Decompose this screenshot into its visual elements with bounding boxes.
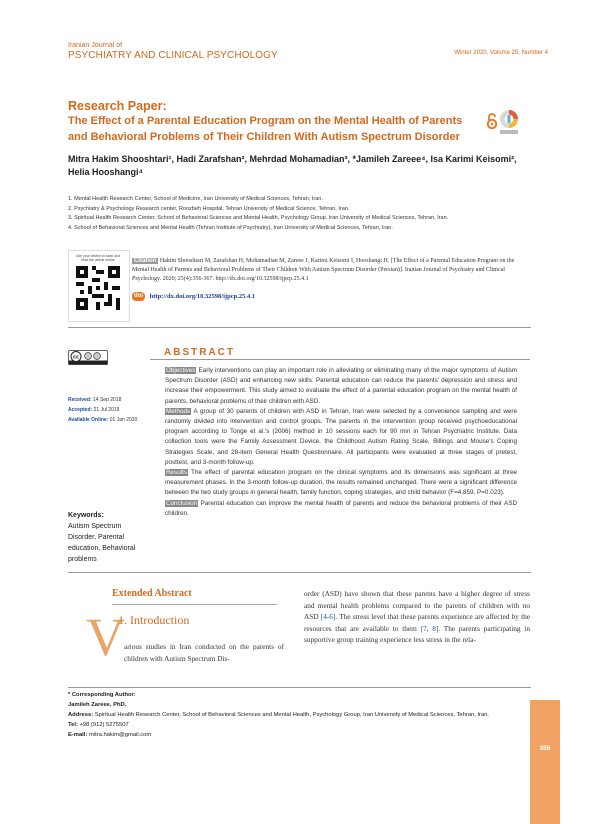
objectives-text: Early interventions can play an important role in alleviating or eliminating many of the major symptoms of Autism Spectrum Disorder (ASD) and enhancing new skills. Parental education can reduce the parents' depression and stress and increase their empowerment. This study aimed to evaluate the effect of a parental education program on the mental health of parents, behavioral problems of their children with ASD.: [165, 367, 517, 405]
cc-license-icon[interactable]: [68, 350, 108, 365]
tel-label: Tel:: [68, 722, 78, 728]
keywords: [68, 510, 148, 565]
accepted-label: Accepted:: [68, 407, 93, 413]
article-dates: [68, 395, 137, 425]
results-label: Results: [166, 469, 187, 477]
issue-info: Winter 2020, Volume 25, Number 4: [454, 50, 548, 56]
open-access-icon: [486, 112, 498, 130]
keywords-text: Autism Spectrum Disorder, Parental education, Behavioral problems: [68, 523, 136, 563]
qr-code-icon[interactable]: [76, 266, 120, 310]
section-heading: 1. Introduction: [118, 613, 190, 627]
body-text: . The stress level that these parents experience are affected by the resources that are available to them: [304, 612, 531, 633]
results-text: The effect of parental education program on the clinical symptoms and its dimensions was significant at three measurement phases. In the 3-month follow-up duration, the results remained unchanged. There were a significant difference between the two study groups in general health, family function, coping strategies, and child behavior (F=4.859, P=0.023).: [165, 469, 517, 497]
abstract-heading: ABSTRACT: [164, 347, 235, 358]
page-tab: [530, 700, 560, 824]
journal-prefix: Iranian Journal of: [68, 42, 123, 49]
affiliations: [68, 195, 538, 233]
reference-link[interactable]: [4-6]: [320, 612, 336, 622]
doi-link[interactable]: http://dx.doi.org/10.32598/ijpcp.25.4.1: [149, 292, 256, 300]
methods-text: A group of 30 parents of children with ASD in Tehran, Iran were selected by a convenience sampling and were randomly divided into intervention and control groups. The parents in the intervention group received psychoeducational program according to Tonge et al.'s (2006) method in 10 sessions each for 90 min in Tehran Psychiatric Institute. Data collection tools were the Family Assessment Device, the Childhood Autism Rating Scale, Billings and Mouse's Coping Strategies Scale, and 28-item General Health Questionnaire. All participants were evaluated at three stages of pretest, posttest, and 3-month follow-up.: [165, 407, 518, 466]
email-value[interactable]: mitra.hakim@gmail.com: [88, 732, 152, 738]
corresponding-name: Jamileh Zareee, PhD.: [68, 702, 127, 708]
address-text: Spiritual Health Research Center, School of Behavioral Sciences and Mental Health, Psychology Group, Iran University of Medical Sciences, Tehran, Iran.: [94, 712, 490, 718]
article-title: The Effect of a Parental Education Program on the Mental Health of Parents and Behavioral Problems of Their Children With Autism Spectrum Disorder: [68, 115, 463, 143]
svg-text:cc: cc: [73, 354, 79, 361]
received-label: Received:: [68, 397, 92, 403]
doi-row: [132, 292, 255, 301]
corresponding-heading: * Corresponding Author:: [68, 692, 136, 698]
affiliation-item: 3. Spiritual Health Research Center, School of Behavioral Sciences and Mental Health, Psychology Group, Iran University of Medical Sciences, Tehran, Iran.: [68, 215, 449, 221]
body-column-1: arious studies in Iran conducted on the parents of children with Autism Spectrum Dis-: [124, 642, 284, 663]
affiliation-item: 4. School of Behavioral Sciences and Mental Health (Tehran Institute of Psychiatry), Iran University of Medical Sciences, Tehran, Iran.: [68, 224, 393, 231]
keywords-label: Keywords:: [68, 512, 104, 519]
extended-rule: [112, 604, 277, 605]
divider: [68, 687, 531, 688]
objectives-label: Objectives: [166, 367, 196, 374]
email-label: E-mail:: [68, 732, 88, 738]
online-date: 01 Jan 2020: [109, 417, 138, 423]
qr-caption: Use your device to scan and read the article online: [75, 254, 121, 262]
journal-name: PSYCHIATRY AND CLINICAL PSYCHOLOGY: [68, 50, 278, 61]
address-label: Address:: [68, 712, 94, 718]
accepted-date: 21 Jul 2019: [93, 407, 120, 413]
body-text: order (ASD) have shown that these parents have a higher degree of stress and mental health problems compared to the parents of children with no ASD: [304, 589, 530, 622]
online-label: Available Online:: [68, 417, 109, 423]
conclusion-label: Conclusion: [166, 499, 198, 507]
extended-abstract-heading: Extended Abstract: [112, 588, 192, 599]
reference-link[interactable]: [7, 8]: [420, 623, 439, 633]
citation-label: Citation: [134, 258, 157, 264]
tel-value: +98 (912) 5275507: [79, 722, 129, 728]
methods-label: Methods: [166, 407, 191, 415]
citation-text: Hakim Shooshtari M, Zarafshan H, Mohamadian M, Zareee J, Karimi Keisomi I, Hooshangi H. [The Effect of a Parental Education Program on the Mental Health of Parents and Behavioral Problems of Their Children With Autism Spectrum Disorder (Persian)]. Iranian Journal of Psychiatry and Clinical Psychology. 2020; 25(4):356-367. http://dx.doi.org/10.32598/ijpcp.25.4.1: [132, 258, 515, 282]
divider: [68, 327, 531, 328]
doi-icon: doi: [134, 293, 143, 299]
citation: [132, 257, 530, 284]
body-column-2: [304, 588, 530, 646]
received-date: 14 Sep 2018: [93, 397, 122, 403]
abstract-rule: [150, 359, 530, 360]
abstract-body: [165, 366, 517, 519]
affiliation-item: 1. Mental Health Research Center, School of Medicine, Iran University of Medical Sciences, Tehran, Iran.: [68, 196, 323, 202]
conclusion-text: Parental education can improve the mental health of parents and reduce the behavioral problems of their ASD children.: [165, 499, 517, 517]
divider: [68, 572, 531, 573]
drop-cap: V: [86, 607, 125, 667]
paper-type: Research Paper:: [68, 99, 167, 113]
author-list: Mitra Hakim Shooshtari¹, Hadi Zarafshan², Mehrdad Mohamadian³, *Jamileh Zareee⁴, Isa Karimi Keisomi², Helia Hooshangi⁴: [68, 154, 517, 177]
corresponding-author: [68, 690, 538, 740]
body-text: . The parents participating in supportive group training experience less stress in the rela-: [304, 623, 530, 645]
affiliation-item: 2. Psychiatry & Psychology Research center, Roozbeh Hospital, Tehran University of Medical Science, Tehran, Iran.: [68, 205, 350, 212]
page-number: 356: [539, 745, 551, 752]
crossmark-icon[interactable]: [498, 108, 520, 136]
